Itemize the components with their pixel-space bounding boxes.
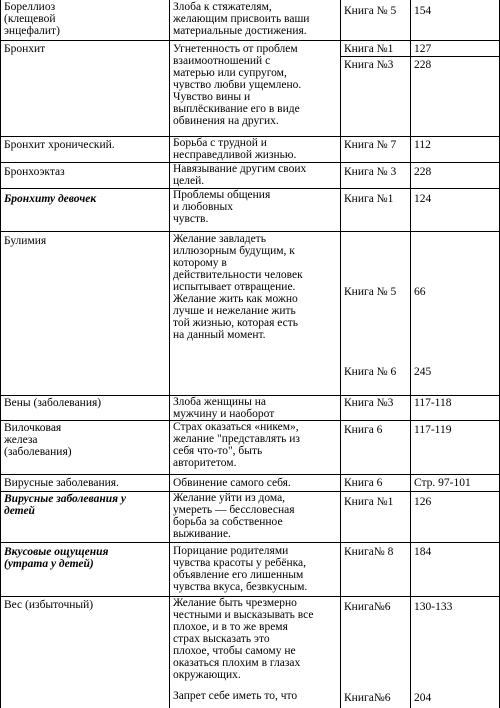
- book-cell: Книга№ 8: [344, 546, 394, 558]
- book-cell: Книга№6: [344, 692, 391, 704]
- page-cell: 112: [414, 139, 431, 151]
- book-cell: Книга №1: [344, 496, 394, 508]
- grid-line: [0, 474, 500, 475]
- page-cell: 66: [414, 286, 426, 298]
- page-cell: 124: [414, 193, 432, 205]
- disease-cell: Вирусные заболевания у детей: [4, 493, 127, 517]
- description-cell: Борьба с трудной и несправедливой жизнью.: [173, 137, 297, 161]
- disease-cell: Бронхит: [4, 43, 46, 55]
- page-cell: 130-133: [414, 601, 453, 613]
- page-cell: 117-119: [414, 424, 452, 436]
- disease-cell: Бореллиоз (клещевой энцефалит): [4, 1, 60, 37]
- grid-line: [410, 0, 411, 708]
- book-cell: Книга №3: [344, 59, 394, 71]
- disease-cell: Вилочковая железа (заболевания): [4, 422, 72, 458]
- page-cell: 228: [414, 59, 432, 71]
- description-cell: Желание быть чрезмерно честными и высказывать все плохое, и в то же время страх высказать это плохое, чтобы самому не оказаться плохим в глазах окружающих.: [173, 597, 314, 681]
- grid-line: [0, 231, 500, 232]
- book-cell: Книга №1: [344, 193, 394, 205]
- book-cell: Книга№6: [344, 601, 391, 613]
- disease-cell: Бронхит хронический.: [4, 139, 115, 151]
- book-cell: Книга № 3: [344, 166, 397, 178]
- description-cell: Желание уйти из дома, умереть — бессловесная борьба за собственное выживание.: [173, 492, 295, 540]
- grid-line: [0, 0, 1, 708]
- page-cell: 127: [414, 43, 432, 55]
- grid-line: [0, 542, 500, 543]
- description-cell: Желание завладеть иллюзорным будущим, к которому в действительности человек испытывает отвращение. Желание жить как можно лучше и нежелание жить той жизнью, которая есть на данный момент.: [173, 233, 303, 341]
- book-cell: Книга №1: [344, 43, 394, 55]
- book-cell: Книга № 5: [344, 286, 397, 298]
- description-cell: Злоба к стяжателям, желающим присвоить ваши материальные достижения.: [173, 1, 310, 37]
- disease-cell: Вес (избыточный): [4, 599, 94, 611]
- description-cell: Угнетенность от проблем взаимоотношений с матерью или супругом, чувство любви ущемлено. Чувство вины и выплёскивание его в виде обвинения на других.: [173, 43, 302, 127]
- description-cell-continued: Запрет себе иметь то, что: [173, 690, 298, 702]
- grid-line: [0, 40, 500, 41]
- page-cell: 184: [414, 546, 432, 558]
- grid-line: [169, 0, 170, 708]
- page-cell: 126: [414, 496, 432, 508]
- page-cell: 117-118: [414, 397, 452, 409]
- page-cell: 204: [414, 692, 432, 704]
- book-cell: Книга 6: [344, 477, 383, 489]
- book-cell: Книга № 5: [344, 5, 397, 17]
- book-cell: Книга № 6: [344, 366, 397, 378]
- description-cell: Обвинение самого себя.: [173, 477, 291, 489]
- page-cell: 245: [414, 366, 432, 378]
- disease-cell: Вирусные заболевания.: [4, 477, 119, 489]
- description-cell: Навязывание другим своих целей.: [173, 163, 307, 187]
- disease-cell: Вкусовые ощущения (утрата у детей): [4, 546, 109, 570]
- description-cell: Страх оказаться «никем», желание "представлять из себя что-то", быть авторитетом.: [173, 421, 300, 469]
- disease-cell: Булимия: [4, 235, 47, 247]
- book-cell: Книга №3: [344, 397, 394, 409]
- description-cell: Проблемы общения и любовных чувств.: [173, 189, 271, 225]
- disease-cell: Вены (заболевания): [4, 397, 102, 409]
- page-cell: Стр. 97-101: [414, 477, 471, 489]
- disease-cell: Бронхоэктаз: [4, 166, 65, 178]
- description-cell: Злоба женщины на мужчину и наоборот: [173, 396, 275, 420]
- grid-line: [340, 56, 500, 57]
- disease-cell: Бронхиту девочек: [4, 193, 97, 205]
- book-cell: Книга 6: [344, 424, 383, 436]
- page-cell: 228: [414, 166, 432, 178]
- book-cell: Книга № 7: [344, 139, 397, 151]
- page-cell: 154: [414, 5, 432, 17]
- description-cell: Порицание родителями чувства красоты у ребёнка, объявление его лишенным чувства вкуса, безвкусным.: [173, 545, 308, 593]
